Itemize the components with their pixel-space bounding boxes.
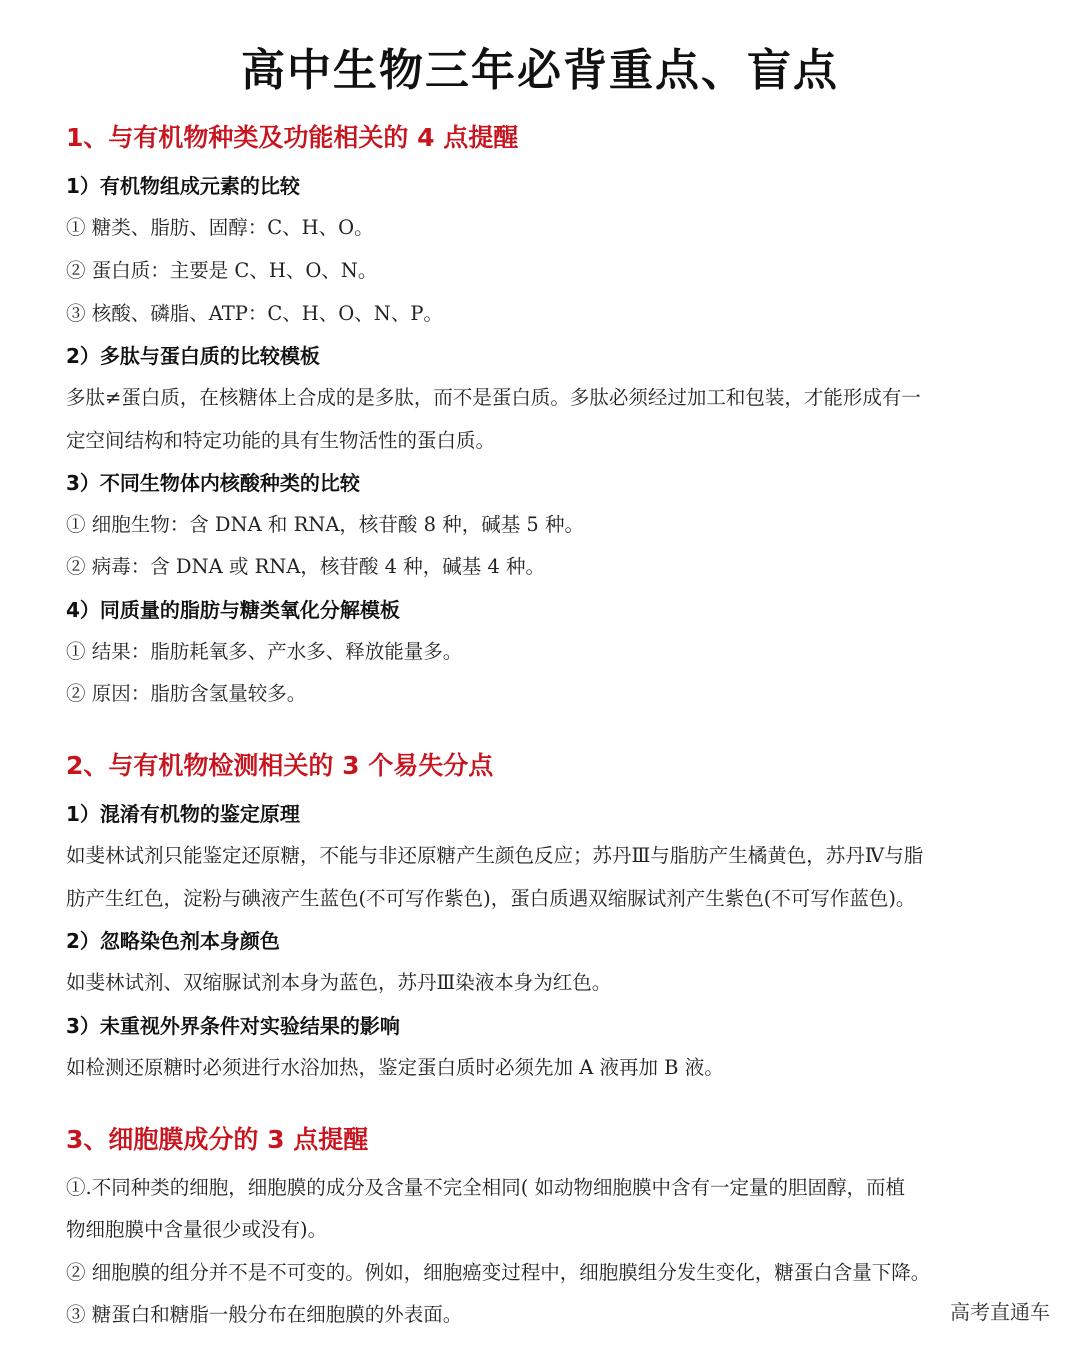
text-line: 物细胞膜中含量很少或没有)。 — [66, 1218, 328, 1241]
sub-heading-1-3: 3）不同生物体内核酸种类的比较 — [66, 471, 360, 495]
text-line: ② 细胞膜的组分并不是不可变的。例如，细胞癌变过程中，细胞膜组分发生变化，糖蛋白含量下降。 — [66, 1261, 931, 1284]
sub-heading-2-1: 1）混淆有机物的鉴定原理 — [66, 802, 300, 826]
page-title: 高中生物三年必背重点、盲点 — [241, 45, 839, 96]
text-line: ① 结果：脂肪耗氧多、产水多、释放能量多。 — [66, 640, 463, 663]
text-line: 定空间结构和特定功能的具有生物活性的蛋白质。 — [66, 429, 496, 452]
text-line: ③ 核酸、磷脂、ATP：C、H、O、N、P。 — [66, 302, 443, 325]
text-line: 如检测还原糖时必须进行水浴加热，鉴定蛋白质时必须先加 A 液再加 B 液。 — [66, 1056, 724, 1079]
text-line: ② 蛋白质：主要是 C、H、O、N。 — [66, 259, 378, 282]
sub-heading-1-4: 4）同质量的脂肪与糖类氧化分解模板 — [66, 598, 400, 622]
text-line: 如斐林试剂、双缩脲试剂本身为蓝色，苏丹Ⅲ染液本身为红色。 — [66, 971, 612, 994]
text-line: ② 病毒：含 DNA 或 RNA，核苷酸 4 种，碱基 4 种。 — [66, 555, 546, 578]
text-line: ③ 糖蛋白和糖脂一般分布在细胞膜的外表面。 — [66, 1303, 463, 1326]
sub-heading-1-2: 2）多肽与蛋白质的比较模板 — [66, 344, 320, 368]
text-line: ① 糖类、脂肪、固醇：C、H、O。 — [66, 216, 374, 239]
sub-heading-1-1: 1）有机物组成元素的比较 — [66, 174, 300, 198]
sub-heading-2-3: 3）未重视外界条件对实验结果的影响 — [66, 1014, 400, 1038]
text-line: 多肽≠蛋白质，在核糖体上合成的是多肽，而不是蛋白质。多肽必须经过加工和包装，才能形成有一 — [66, 386, 921, 409]
watermark: 高考直通车 — [950, 1300, 1050, 1324]
section-heading-1: 1、与有机物种类及功能相关的 4 点提醒 — [66, 123, 519, 152]
text-line: 肪产生红色，淀粉与碘液产生蓝色(不可写作紫色)，蛋白质遇双缩脲试剂产生紫色(不可写作蓝色)。 — [66, 887, 916, 910]
text-line: ① 细胞生物：含 DNA 和 RNA，核苷酸 8 种，碱基 5 种。 — [66, 513, 585, 536]
sub-heading-2-2: 2）忽略染色剂本身颜色 — [66, 929, 280, 953]
section-heading-2: 2、与有机物检测相关的 3 个易失分点 — [66, 751, 494, 780]
section-heading-3: 3、细胞膜成分的 3 点提醒 — [66, 1125, 369, 1154]
text-line: ①.不同种类的细胞，细胞膜的成分及含量不完全相同( 如动物细胞膜中含有一定量的胆固醇，而植 — [66, 1176, 906, 1199]
text-line: 如斐林试剂只能鉴定还原糖，不能与非还原糖产生颜色反应；苏丹Ⅲ与脂肪产生橘黄色，苏丹Ⅳ与脂 — [66, 844, 924, 867]
text-line: ② 原因：脂肪含氢量较多。 — [66, 682, 307, 705]
